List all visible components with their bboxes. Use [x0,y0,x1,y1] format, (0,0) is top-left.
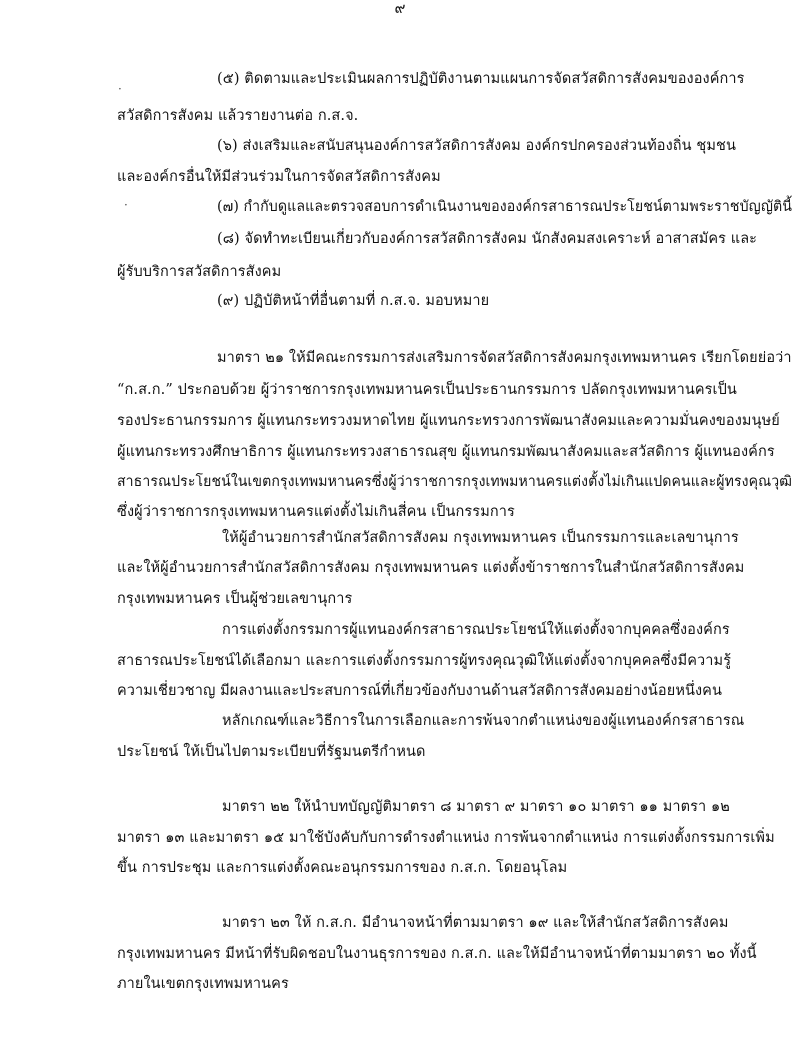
text-line: ประโยชน์ ให้เป็นไปตามระเบียบที่รัฐมนตรีกำหนด [117,744,426,760]
text-line: กรุงเทพมหานคร มีหน้าที่รับผิดชอบในงานธุรการของ ก.ส.ก. และให้มีอำนาจหน้าที่ตามมาตรา ๒๐ ทั้งนี้ [117,946,757,962]
text-line: (๙) ปฏิบัติหน้าที่อื่นตามที่ ก.ส.จ. มอบหมาย [217,293,490,309]
text-line: มาตรา ๒๒ ให้นำบทบัญญัติมาตรา ๘ มาตรา ๙ มาตรา ๑๐ มาตรา ๑๑ มาตรา ๑๒ [222,799,730,815]
margin-mark: · [124,198,128,212]
text-line: ความเชี่ยวชาญ มีผลงานและประสบการณ์ที่เกี่ยวข้องกับงานด้านสวัสดิการสังคมอย่างน้อยหนึ่งคน [117,683,722,699]
text-line: รองประธานกรรมการ ผู้แทนกระทรวงมหาดไทย ผู้แทนกระทรวงการพัฒนาสังคมและความมั่นคงของมนุษย์ [117,413,780,429]
text-line: มาตรา ๑๓ และมาตรา ๑๕ มาใช้บังคับกับการดำรงตำแหน่ง การพ้นจากตำแหน่ง การแต่งตั้งกรรมการเพิ่ม [117,830,775,846]
text-line: (๕) ติดตามและประเมินผลการปฏิบัติงานตามแผนการจัดสวัสดิการสังคมขององค์การ [217,71,745,87]
text-line: และองค์กรอื่นให้มีส่วนร่วมในการจัดสวัสดิการสังคม [117,169,441,185]
text-line: หลักเกณฑ์และวิธีการในการเลือกและการพ้นจากตำแหน่งของผู้แทนองค์กรสาธารณ [222,713,745,729]
text-line: ภายในเขตกรุงเทพมหานคร [117,976,289,992]
text-line: (๖) ส่งเสริมและสนับสนุนองค์การสวัสดิการสังคม องค์กรปกครองส่วนท้องถิ่น ชุมชน [217,138,736,154]
text-line: มาตรา ๒๓ ให้ ก.ส.ก. มีอำนาจหน้าที่ตามมาตรา ๑๙ และให้สำนักสวัสดิการสังคม [222,915,729,931]
margin-mark: · [118,82,122,96]
text-line: การแต่งตั้งกรรมการผู้แทนองค์กรสาธารณประโยชน์ให้แต่งตั้งจากบุคคลซึ่งองค์กร [222,622,730,638]
text-line: (๘) จัดทำทะเบียนเกี่ยวกับองค์การสวัสดิการสังคม นักสังคมสงเคราะห์ อาสาสมัคร และ [217,231,758,247]
text-line: ขึ้น การประชุม และการแต่งตั้งคณะอนุกรรมการของ ก.ส.ก. โดยอนุโลม [117,860,568,876]
text-line: กรุงเทพมหานคร เป็นผู้ช่วยเลขานุการ [117,591,353,607]
text-line: และให้ผู้อำนวยการสำนักสวัสดิการสังคม กรุงเทพมหานคร แต่งตั้งข้าราชการในสำนักสวัสดิการสังคม [117,560,745,576]
text-line: ผู้แทนกระทรวงศึกษาธิการ ผู้แทนกระทรวงสาธารณสุข ผู้แทนกรมพัฒนาสังคมและสวัสดิการ ผู้แทนองค์กร [117,444,775,460]
page-number: ๙ [394,0,406,17]
text-line: ซึ่งผู้ว่าราชการกรุงเทพมหานครแต่งตั้งไม่เกินสี่คน เป็นกรรมการ [117,504,515,520]
text-line: สาธารณประโยชน์ได้เลือกมา และการแต่งตั้งกรรมการผู้ทรงคุณวุฒิให้แต่งตั้งจากบุคคลซึ่งมีความรู้ [117,653,732,669]
text-line: ผู้รับบริการสวัสดิการสังคม [117,264,282,280]
text-line: “ก.ส.ก.” ประกอบด้วย ผู้ว่าราชการกรุงเทพมหานครเป็นประธานกรรมการ ปลัดกรุงเทพมหานครเป็น [117,382,737,398]
text-line: มาตรา ๒๑ ให้มีคณะกรรมการส่งเสริมการจัดสวัสดิการสังคมกรุงเทพมหานคร เรียกโดยย่อว่า [217,350,792,366]
text-line: สวัสดิการสังคม แล้วรายงานต่อ ก.ส.จ. [117,108,359,124]
text-line: (๗) กำกับดูแลและตรวจสอบการดำเนินงานขององค์กรสาธารณประโยชน์ตามพระราชบัญญัตินี้ [217,199,793,215]
text-line: สาธารณประโยชน์ในเขตกรุงเทพมหานครซึ่งผู้ว่าราชการกรุงเทพมหานครแต่งตั้งไม่เกินแปดคนและผู้ทรงคุณวุฒิ [117,474,793,490]
text-line: ให้ผู้อำนวยการสำนักสวัสดิการสังคม กรุงเทพมหานคร เป็นกรรมการและเลขานุการ [222,530,739,546]
